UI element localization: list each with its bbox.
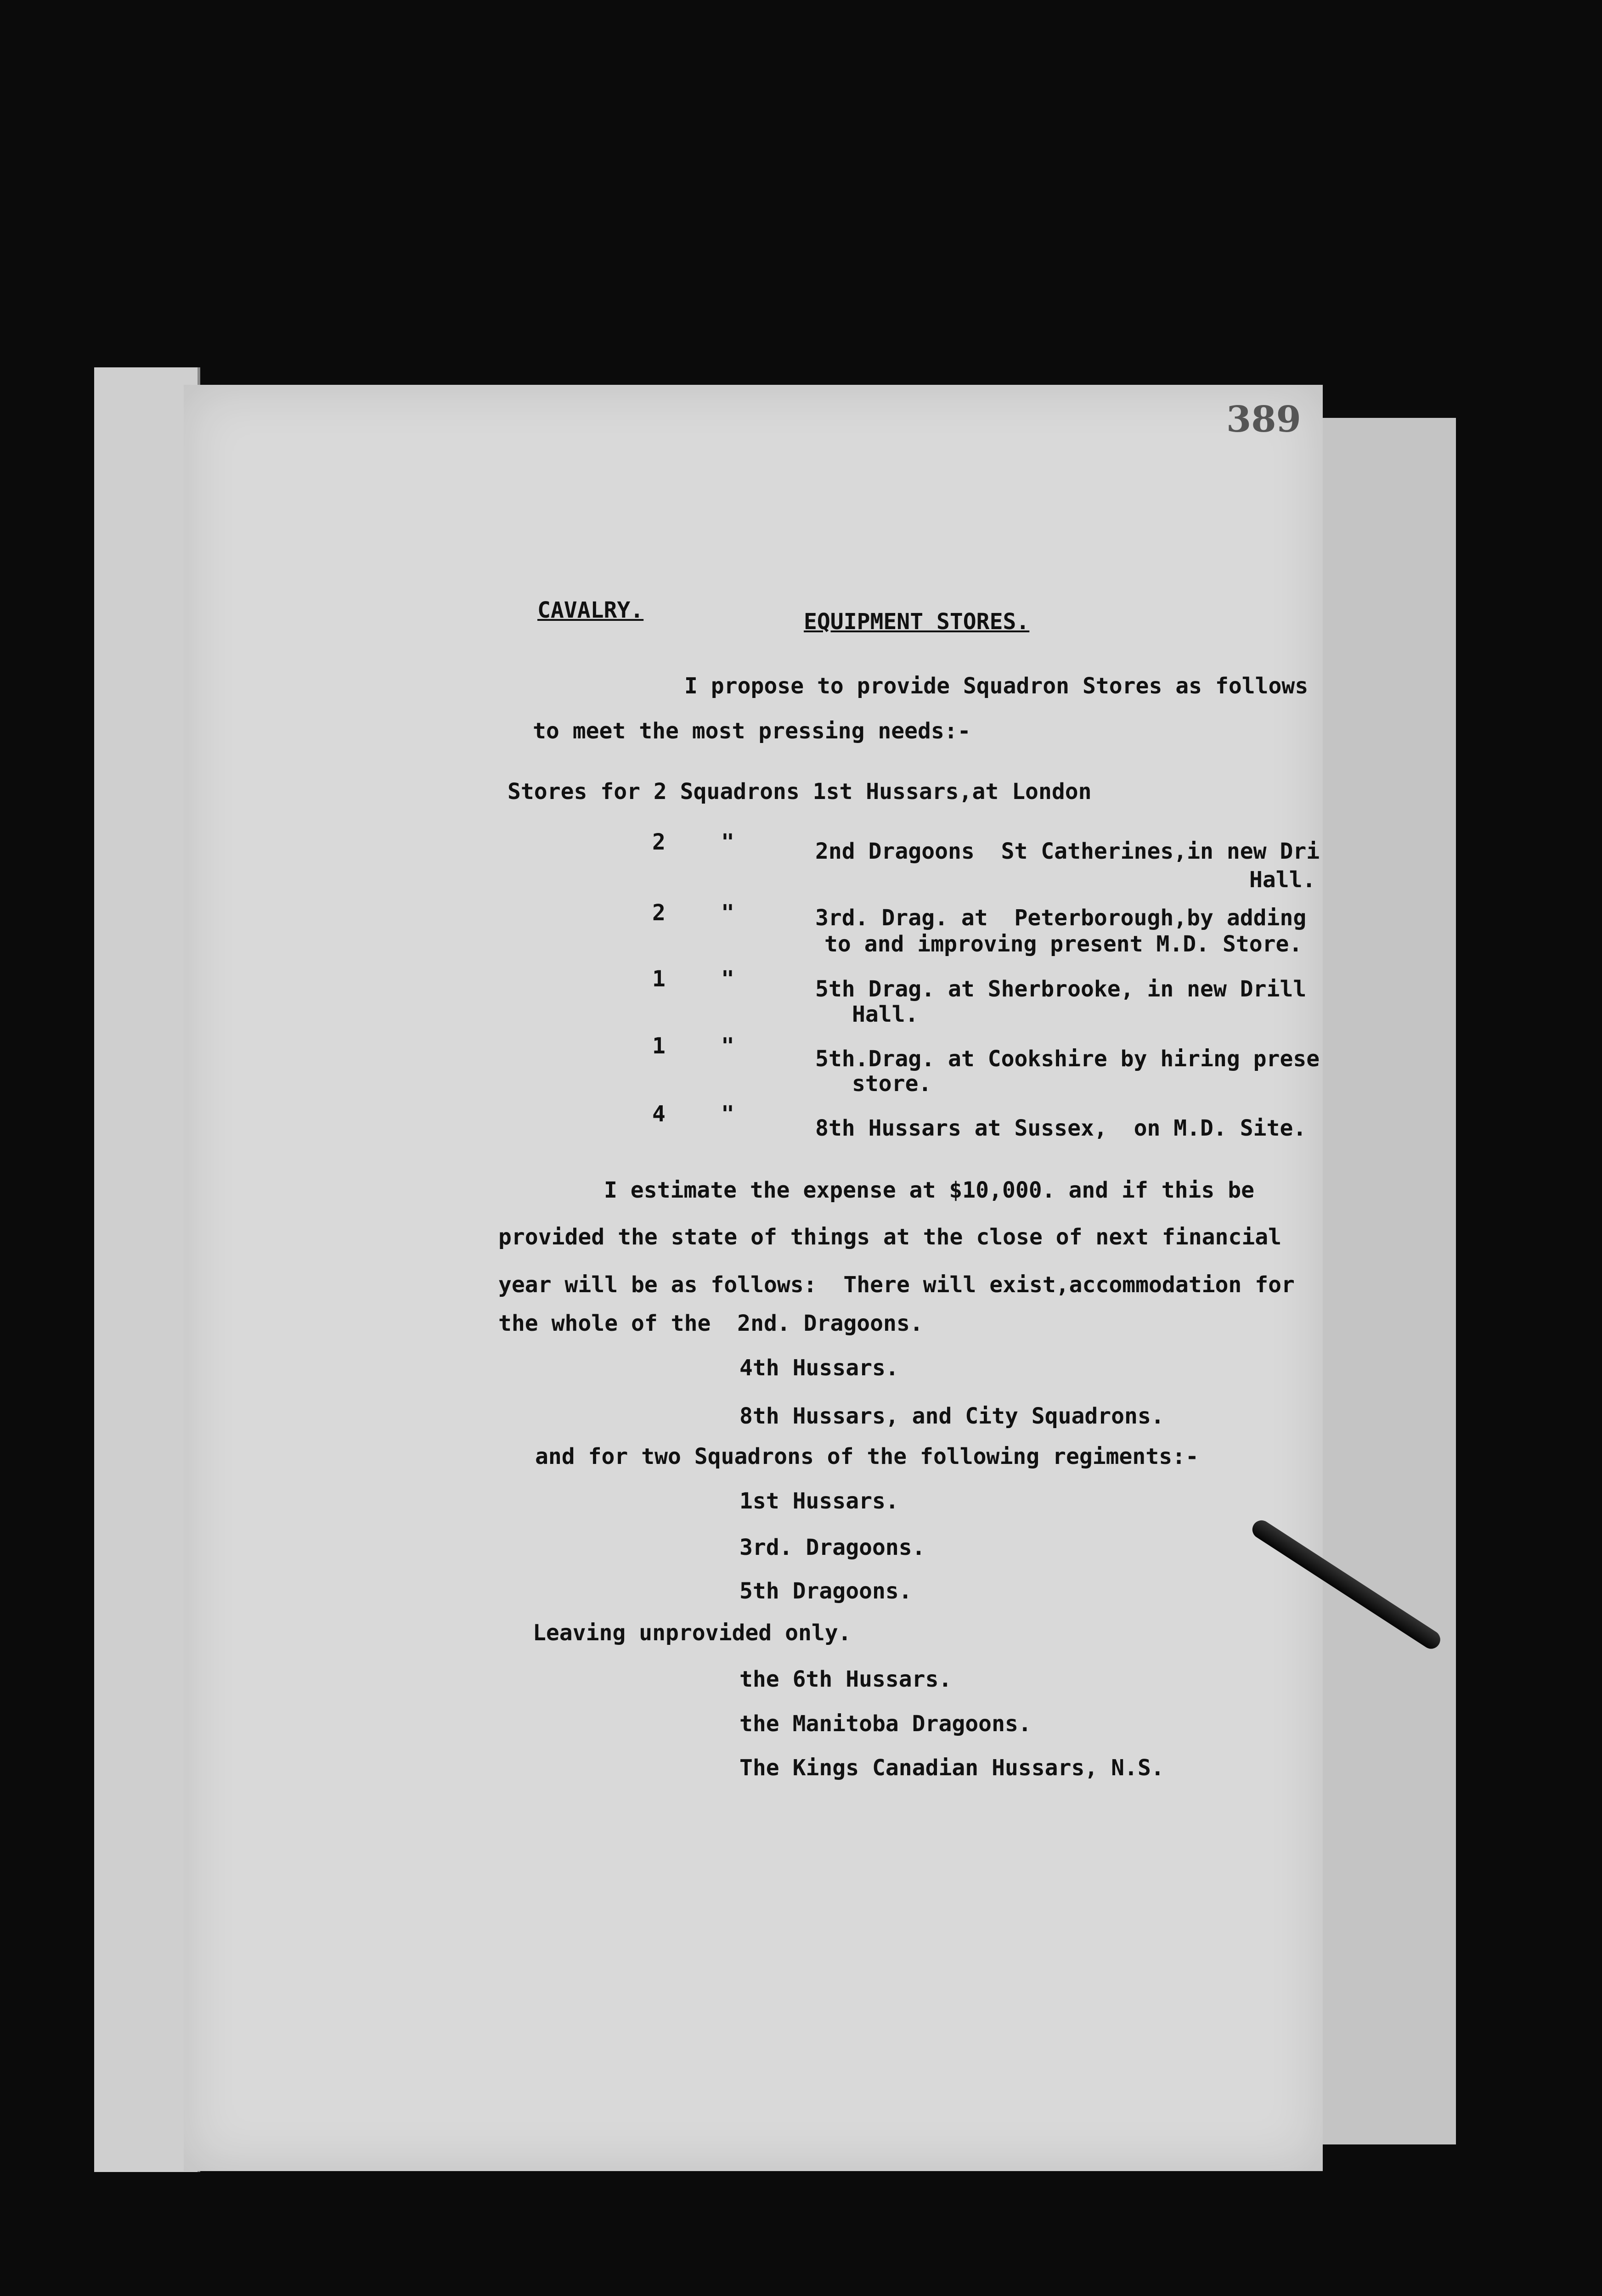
- ditto-mark: ": [721, 829, 734, 855]
- store-line: 2nd Dragoons St Catherines,in new Dri: [815, 838, 1320, 864]
- page-number: 389: [1226, 399, 1301, 440]
- list-item: The Kings Canadian Hussars, N.S.: [739, 1755, 1164, 1781]
- store-line-continued: to and improving present M.D. Store.: [824, 931, 1303, 957]
- list-item: 1st Hussars.: [739, 1488, 899, 1514]
- list-item: the 6th Hussars.: [739, 1666, 952, 1692]
- right-page-edge: [1318, 418, 1456, 2144]
- intro-line-2: to meet the most pressing needs:-: [533, 718, 971, 744]
- estimate-line-1: I estimate the expense at $10,000. and if this be: [604, 1177, 1255, 1203]
- section-title: EQUIPMENT STORES.: [804, 609, 1030, 635]
- store-line: 5th.Drag. at Cookshire by hiring prese: [815, 1046, 1320, 1072]
- two-squadrons-line: and for two Squadrons of the following regiments:-: [535, 1444, 1199, 1469]
- stores-lead: Stores for 2 Squadrons 1st Hussars,at London: [508, 779, 1092, 805]
- intro-line-1: I propose to provide Squadron Stores as follows: [684, 673, 1309, 699]
- ditto-mark: ": [721, 1101, 734, 1127]
- list-item: 3rd. Dragoons.: [739, 1535, 925, 1560]
- store-line: 8th Hussars at Sussex, on M.D. Site.: [815, 1115, 1307, 1141]
- store-line-continued: Hall.: [1249, 867, 1316, 893]
- store-line: 3rd. Drag. at Peterborough,by adding: [815, 905, 1307, 931]
- store-count: 2: [652, 829, 666, 855]
- list-item: 4th Hussars.: [739, 1355, 899, 1381]
- ditto-mark: ": [721, 900, 734, 926]
- estimate-line-3: year will be as follows: There will exist,accommodation for: [498, 1272, 1295, 1298]
- list-item: the Manitoba Dragoons.: [739, 1711, 1032, 1737]
- estimate-line-2: provided the state of things at the close of next financial: [498, 1224, 1282, 1250]
- list-item: 8th Hussars, and City Squadrons.: [739, 1403, 1164, 1429]
- ditto-mark: ": [721, 1033, 734, 1059]
- store-line-continued: store.: [852, 1071, 932, 1097]
- list-item: 5th Dragoons.: [739, 1578, 912, 1604]
- store-count: 4: [652, 1101, 666, 1127]
- store-line-continued: Hall.: [852, 1002, 919, 1027]
- store-line: 5th Drag. at Sherbrooke, in new Drill: [815, 976, 1307, 1002]
- store-count: 1: [652, 1033, 666, 1059]
- store-count: 1: [652, 966, 666, 992]
- estimate-line-4: the whole of the 2nd. Dragoons.: [498, 1311, 923, 1336]
- ditto-mark: ": [721, 966, 734, 992]
- store-count: 2: [652, 900, 666, 926]
- leaving-line: Leaving unprovided only.: [533, 1620, 852, 1646]
- section-label: CAVALRY.: [537, 597, 644, 623]
